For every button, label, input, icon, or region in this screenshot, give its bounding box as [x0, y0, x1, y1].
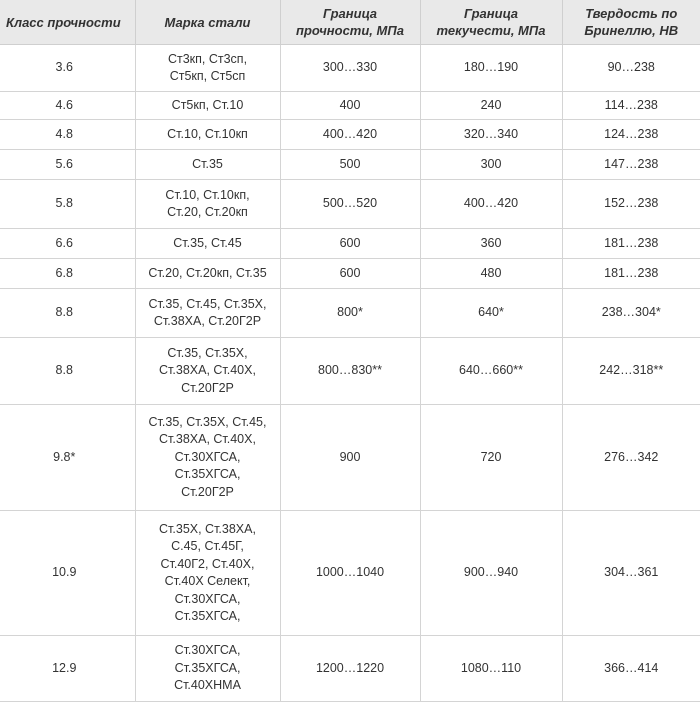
table-row [0, 289, 700, 338]
steel-grade-line: Ст.10, Ст.10кп, [165, 187, 250, 202]
cell-steel-grade [135, 150, 280, 180]
steel-grade-line: Ст3кп, Ст3сп, [167, 51, 248, 66]
cell-steel-grade [135, 120, 280, 150]
table-row [0, 120, 700, 150]
cell-tensile-strength: 500…520 [280, 180, 420, 229]
cell-steel-grade [135, 405, 280, 511]
cell-steel-grade [135, 511, 280, 636]
cell-tensile-strength: 900 [280, 405, 420, 511]
table-body [0, 45, 700, 702]
cell-tensile-strength: 1200…1220 [280, 636, 420, 702]
cell-strength-class: 8.8 [0, 289, 135, 338]
cell-brinell-hardness: 124…238 [562, 120, 700, 150]
cell-tensile-strength: 600 [280, 229, 420, 259]
cell-yield-strength: 360 [420, 229, 562, 259]
steel-grade-line: Ст.35, Ст.35Х, [167, 345, 248, 360]
steel-grade-line: Ст5кп, Ст5сп [169, 69, 246, 83]
cell-strength-class: 6.8 [0, 259, 135, 289]
cell-yield-strength: 480 [420, 259, 562, 289]
steel-grade-line: Ст.10, Ст.10кп [167, 126, 248, 141]
steel-grade-line: Ст.35ХГСА, [174, 467, 241, 482]
table-row [0, 636, 700, 702]
cell-steel-grade [135, 259, 280, 289]
steel-grade-line: Ст5кп, Ст.10 [171, 97, 244, 112]
steel-grade-line: Ст.30ХГСА, [174, 591, 241, 606]
steel-grade-line: Ст.35, Ст.35Х, Ст.45, [148, 414, 267, 429]
steel-grade-line: Ст.20, Ст.20кп, Ст.35 [148, 265, 267, 280]
steel-grade-line: Ст.20Г2Р [181, 484, 234, 499]
cell-yield-strength: 640…660** [420, 338, 562, 405]
steel-grade-line: Ст.40ХНМА [174, 678, 241, 693]
cell-steel-grade [135, 180, 280, 229]
table-row [0, 92, 700, 120]
header-strength-class: Класс прочности [0, 0, 135, 45]
cell-yield-strength: 320…340 [420, 120, 562, 150]
cell-brinell-hardness: 238…304* [562, 289, 700, 338]
cell-strength-class: 4.6 [0, 92, 135, 120]
table-row [0, 259, 700, 289]
header-steel-grade: Марка стали [135, 0, 280, 45]
steel-grade-line: Ст.35, Ст.45 [173, 235, 242, 250]
cell-steel-grade [135, 636, 280, 702]
table-row [0, 229, 700, 259]
cell-brinell-hardness: 242…318** [562, 338, 700, 405]
header-row [0, 0, 700, 45]
steel-grade-line: Ст.20Г2Р [181, 380, 234, 395]
cell-yield-strength: 400…420 [420, 180, 562, 229]
steel-grade-line: Ст.35ХГСА, [174, 609, 241, 623]
table-row [0, 150, 700, 180]
cell-brinell-hardness: 147…238 [562, 150, 700, 180]
cell-steel-grade [135, 289, 280, 338]
cell-tensile-strength: 600 [280, 259, 420, 289]
steel-grade-line: Ст.35ХГСА, [174, 660, 241, 675]
steel-grade-line: Ст.40Х Селект, [164, 574, 251, 588]
cell-strength-class: 12.9 [0, 636, 135, 702]
header-brinell-hardness: Твердость по Бринеллю, НВ [562, 0, 700, 45]
cell-strength-class: 9.8* [0, 405, 135, 511]
header-tensile-strength: Граница прочности, МПа [280, 0, 420, 45]
cell-steel-grade [135, 229, 280, 259]
cell-tensile-strength: 400 [280, 92, 420, 120]
cell-brinell-hardness: 304…361 [562, 511, 700, 636]
cell-yield-strength: 640* [420, 289, 562, 338]
steel-grade-line: Ст.30ХГСА, [174, 449, 241, 464]
cell-strength-class: 3.6 [0, 45, 135, 92]
cell-yield-strength: 240 [420, 92, 562, 120]
cell-brinell-hardness: 90…238 [562, 45, 700, 92]
header-yield-strength: Граница текучести, МПа [420, 0, 562, 45]
steel-grade-line: Ст.35, Ст.45, Ст.35Х, [148, 296, 267, 311]
cell-strength-class: 4.8 [0, 120, 135, 150]
cell-yield-strength: 900…940 [420, 511, 562, 636]
cell-yield-strength: 1080…110 [420, 636, 562, 702]
cell-brinell-hardness: 181…238 [562, 229, 700, 259]
cell-strength-class: 5.6 [0, 150, 135, 180]
table-row [0, 511, 700, 636]
cell-yield-strength: 720 [420, 405, 562, 511]
table-row [0, 338, 700, 405]
cell-steel-grade [135, 92, 280, 120]
cell-tensile-strength: 800* [280, 289, 420, 338]
cell-brinell-hardness: 114…238 [562, 92, 700, 120]
steel-grade-line: Ст.20, Ст.20кп [167, 205, 248, 219]
table-row [0, 45, 700, 92]
table-header [0, 0, 700, 45]
cell-steel-grade [135, 45, 280, 92]
cell-brinell-hardness: 181…238 [562, 259, 700, 289]
table-row [0, 180, 700, 229]
steel-grade-line: Ст.40Г2, Ст.40Х, [160, 556, 255, 571]
cell-strength-class: 10.9 [0, 511, 135, 636]
cell-brinell-hardness: 152…238 [562, 180, 700, 229]
steel-grade-line: Ст.38ХА, Ст.40Х, [159, 432, 256, 447]
cell-tensile-strength: 800…830** [280, 338, 420, 405]
cell-tensile-strength: 400…420 [280, 120, 420, 150]
steel-grade-line: Ст.30ХГСА, [174, 643, 241, 658]
steel-grade-line: Ст.35 [192, 156, 223, 171]
table-row [0, 405, 700, 511]
cell-tensile-strength: 1000…1040 [280, 511, 420, 636]
steel-grade-line: С.45, Ст.45Г, [171, 539, 244, 553]
cell-steel-grade [135, 338, 280, 405]
cell-strength-class: 5.8 [0, 180, 135, 229]
cell-yield-strength: 180…190 [420, 45, 562, 92]
steel-grade-line: Ст.38ХА, Ст.20Г2Р [153, 314, 262, 328]
cell-yield-strength: 300 [420, 150, 562, 180]
cell-tensile-strength: 300…330 [280, 45, 420, 92]
steel-grade-line: Ст.35Х, Ст.38ХА, [159, 521, 256, 536]
steel-grade-line: Ст.38ХА, Ст.40Х, [159, 363, 256, 378]
cell-brinell-hardness: 366…414 [562, 636, 700, 702]
cell-brinell-hardness: 276…342 [562, 405, 700, 511]
cell-tensile-strength: 500 [280, 150, 420, 180]
cell-strength-class: 8.8 [0, 338, 135, 405]
cell-strength-class: 6.6 [0, 229, 135, 259]
